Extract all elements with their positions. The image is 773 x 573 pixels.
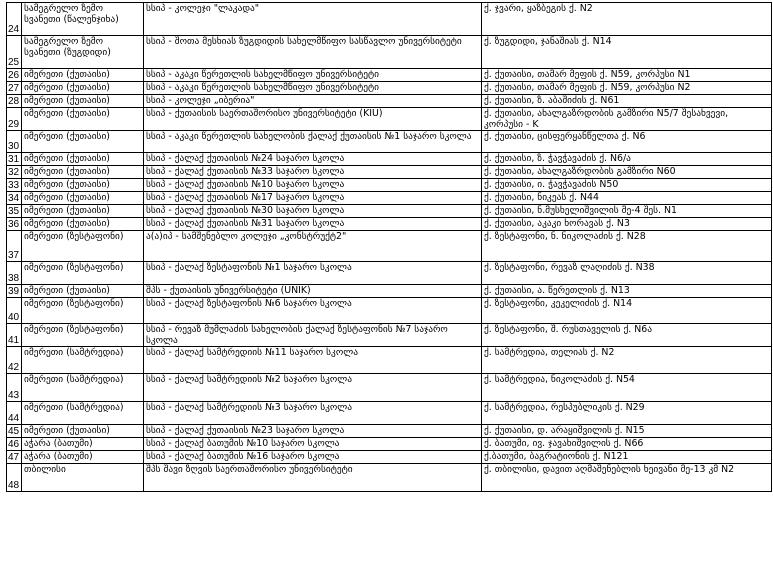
institution-cell: სსიპ - ქალაქ ბათუმის №10 საჯარო სკოლა (144, 438, 482, 451)
region-cell: იმერეთი (ქუთაისი) (22, 205, 144, 218)
address-cell: ქ. ქუთაისი, აკაკი ხორავას ქ. N3 (482, 218, 772, 231)
table-row (7, 95, 772, 108)
table-row (7, 166, 772, 179)
region-cell: იმერეთი (ქუთაისი) (22, 425, 144, 438)
address-cell: ქ. სამტრედია, თელიას ქ. N2 (482, 347, 772, 374)
address-cell: ქ. ქუთაისი, ი. ჭავჭავაძის N50 (482, 179, 772, 192)
region-cell: აჭარა (ბათუმი) (22, 438, 144, 451)
region-cell: თბილისი (22, 464, 144, 492)
row-number-cell: 24 (7, 3, 22, 36)
row-number-cell: 40 (7, 298, 22, 324)
institution-cell: სსიპ - ქალაქ ქუთაისის №10 საჯარო სკოლა (144, 179, 482, 192)
table-row (7, 192, 772, 205)
row-number-cell: 38 (7, 262, 22, 285)
address-cell: ქ. ზესტაფონი, კეკელიძის ქ. N14 (482, 298, 772, 324)
institution-cell: სსიპ - ქალაქ ზესტაფონის №6 საჯარო სკოლა (144, 298, 482, 324)
row-number-cell: 32 (7, 166, 22, 179)
institution-cell: სსიპ - აკაკი წერეთლის სახელობის ქალაქ ქუთაისის №1 საჯარო სკოლა (144, 131, 482, 153)
region-cell: იმერეთი (ქუთაისი) (22, 108, 144, 131)
address-cell: ქ. ზუგდიდი, ჯანაშიას ქ. N14 (482, 36, 772, 69)
institution-cell: სსიპ - აკაკი წერეთლის სახელმწიფო უნივერსიტეტი (144, 69, 482, 82)
institution-cell: სსიპ - ქალაქ ქუთაისის №23 საჯარო სკოლა (144, 425, 482, 438)
region-cell: იმერეთი (ზესტაფონი) (22, 262, 144, 285)
table-row (7, 36, 772, 69)
address-cell: ქ. ქუთაისი, დ. არაყიშვილის ქ. N15 (482, 425, 772, 438)
institution-cell: სსიპ - რევაზ მუმლაძის სახელობის ქალაქ ზესტაფონის №7 საჯარო სკოლა (144, 324, 482, 347)
region-cell: იმერეთი (ქუთაისი) (22, 285, 144, 298)
institution-cell: სსიპ - შოთა მესხიას ზუგდიდის სახელმწიფო სასწავლო უნივერსიტეტი (144, 36, 482, 69)
institution-cell: სსიპ - ქალაქ სამტრედიის №2 საჯარო სკოლა (144, 374, 482, 402)
address-cell: ქ. ქუთაისი, ნიკეას ქ. N44 (482, 192, 772, 205)
address-cell: ქ. ქუთაისი, ნ.მუსხელიშვილის მე-4 შეს. N1 (482, 205, 772, 218)
institution-cell: შპს შავი ზღვის საერთაშორისო უნივერსიტეტი (144, 464, 482, 492)
row-number-cell: 30 (7, 131, 22, 153)
row-number-cell: 46 (7, 438, 22, 451)
address-cell: ქ. ქუთაისი, თამარ მეფის ქ. N59, კორპუსი N2 (482, 82, 772, 95)
table-row (7, 285, 772, 298)
region-cell: სამეგრელო ზემო სვანეთი (წალენჯიხა) (22, 3, 144, 36)
row-number-cell: 26 (7, 69, 22, 82)
table-row (7, 374, 772, 402)
row-number-cell: 45 (7, 425, 22, 438)
table-row (7, 402, 772, 425)
table-row (7, 108, 772, 131)
table-row (7, 298, 772, 324)
institution-cell: სსიპ - ქალაქ ბათუმის №16 საჯარო სკოლა (144, 451, 482, 464)
region-cell: იმერეთი (ქუთაისი) (22, 218, 144, 231)
row-number-cell: 25 (7, 36, 22, 69)
address-cell: ქ. ზესტაფონი, შ. რუსთაველის ქ. N6ა (482, 324, 772, 347)
table-row (7, 69, 772, 82)
region-cell: იმერეთი (სამტრედია) (22, 374, 144, 402)
row-number-cell: 42 (7, 347, 22, 374)
address-cell: ქ. სამტრედია, რესპუბლიკის ქ. N29 (482, 402, 772, 425)
table-body (7, 3, 772, 492)
table-row (7, 82, 772, 95)
institution-cell: სსიპ - ქალაქ ქუთაისის №17 საჯარო სკოლა (144, 192, 482, 205)
row-number-cell: 29 (7, 108, 22, 131)
institution-cell: სსიპ - ქალაქ ქუთაისის №30 საჯარო სკოლა (144, 205, 482, 218)
address-cell: ქ. ქუთაისი, ცისფერყანწელთა ქ. N6 (482, 131, 772, 153)
institution-cell: შპს - ქუთაისის უნივერსიტეტი (UNIK) (144, 285, 482, 298)
table-row (7, 347, 772, 374)
region-cell: იმერეთი (ქუთაისი) (22, 131, 144, 153)
row-number-cell: 41 (7, 324, 22, 347)
institution-cell: ა(ა)იპ - სამშენებლო კოლეჯი „კონსტრუქტ2" (144, 231, 482, 262)
institution-cell: სსიპ - ქალაქ ქუთაისის №31 საჯარო სკოლა (144, 218, 482, 231)
institution-cell: სსიპ - აკაკი წერეთლის სახელმწიფო უნივერსიტეტი (144, 82, 482, 95)
address-cell: ქ. ქუთაისი, ზ. აბაშიძის ქ. N61 (482, 95, 772, 108)
institution-cell: სსიპ - კოლეჯი „იბერია" (144, 95, 482, 108)
table-row (7, 262, 772, 285)
address-cell: ქ. სამტრედია, ნიკოლაძის ქ. N54 (482, 374, 772, 402)
institution-cell: სსიპ - ქალაქ ზესტაფონის №1 საჯარო სკოლა (144, 262, 482, 285)
region-cell: იმერეთი (ქუთაისი) (22, 95, 144, 108)
region-cell: სამეგრელო ზემო სვანეთი (ზუგდიდი) (22, 36, 144, 69)
region-cell: იმერეთი (ქუთაისი) (22, 69, 144, 82)
address-cell: ქ.ბათუმი, ბაგრატიონის ქ. N121 (482, 451, 772, 464)
row-number-cell: 48 (7, 464, 22, 492)
institution-cell: სსიპ - კოლეჯი "ლაკადა" (144, 3, 482, 36)
institution-cell: სსიპ - ქალაქ სამტრედიის №11 საჯარო სკოლა (144, 347, 482, 374)
table-row (7, 218, 772, 231)
table-row (7, 451, 772, 464)
institution-cell: სსიპ - ქალაქ სამტრედიის №3 საჯარო სკოლა (144, 402, 482, 425)
table-row (7, 438, 772, 451)
address-cell: ქ. ზესტაფონი, რევაზ ლაღიძის ქ. N38 (482, 262, 772, 285)
row-number-cell: 43 (7, 374, 22, 402)
table-row (7, 3, 772, 36)
row-number-cell: 39 (7, 285, 22, 298)
row-number-cell: 28 (7, 95, 22, 108)
row-number-cell: 47 (7, 451, 22, 464)
address-cell: ქ. ქუთაისი, ზ. ჭავჭავაძის ქ. N6/ა (482, 153, 772, 166)
address-cell: ქ. ჯვარი, ყაზბეგის ქ. N2 (482, 3, 772, 36)
row-number-cell: 36 (7, 218, 22, 231)
address-cell: ქ. თბილისი, დავით აღმაშენებლის ხეივანი მე-13 კმ N2 (482, 464, 772, 492)
region-cell: აჭარა (ბათუმი) (22, 451, 144, 464)
region-cell: იმერეთი (ქუთაისი) (22, 82, 144, 95)
address-cell: ქ. ქუთაისი, ახალგაზრდობის გამზირი N60 (482, 166, 772, 179)
address-cell: ქ. ქუთაისი, თამარ მეფის ქ. N59, კორპუსი N1 (482, 69, 772, 82)
address-cell: ქ. ქუთაისი, ახალგაზრდობის გამზირი N5/7 შესახვევი, კორპუსი - K (482, 108, 772, 131)
row-number-cell: 31 (7, 153, 22, 166)
institution-cell: სსიპ - ქალაქ ქუთაისის №24 საჯარო სკოლა (144, 153, 482, 166)
table-row (7, 464, 772, 492)
region-cell: იმერეთი (ქუთაისი) (22, 166, 144, 179)
institution-cell: სსიპ - ქალაქ ქუთაისის №33 საჯარო სკოლა (144, 166, 482, 179)
institution-cell: სსიპ - ქუთაისის საერთაშორისო უნივერსიტეტი (KIU) (144, 108, 482, 131)
address-cell: ქ. ქუთაისი, ა. წერეთლის ქ. N13 (482, 285, 772, 298)
table-row (7, 231, 772, 262)
region-cell: იმერეთი (ქუთაისი) (22, 179, 144, 192)
row-number-cell: 35 (7, 205, 22, 218)
region-cell: იმერეთი (სამტრედია) (22, 347, 144, 374)
region-cell: იმერეთი (ქუთაისი) (22, 153, 144, 166)
row-number-cell: 27 (7, 82, 22, 95)
region-cell: იმერეთი (ზესტაფონი) (22, 231, 144, 262)
region-cell: იმერეთი (ქუთაისი) (22, 192, 144, 205)
table-row (7, 425, 772, 438)
table-row (7, 179, 772, 192)
region-cell: იმერეთი (სამტრედია) (22, 402, 144, 425)
row-number-cell: 44 (7, 402, 22, 425)
row-number-cell: 37 (7, 231, 22, 262)
region-cell: იმერეთი (ზესტაფონი) (22, 298, 144, 324)
table-row (7, 153, 772, 166)
table-row (7, 205, 772, 218)
region-cell: იმერეთი (ზესტაფონი) (22, 324, 144, 347)
address-cell: ქ. ზესტაფონი, ნ. ნიკოლაძის ქ. N28 (482, 231, 772, 262)
table-row (7, 131, 772, 153)
address-cell: ქ. ბათუმი, ივ. ჯავახიშვილის ქ. N66 (482, 438, 772, 451)
row-number-cell: 34 (7, 192, 22, 205)
table-row (7, 324, 772, 347)
locations-table (6, 2, 772, 492)
row-number-cell: 33 (7, 179, 22, 192)
